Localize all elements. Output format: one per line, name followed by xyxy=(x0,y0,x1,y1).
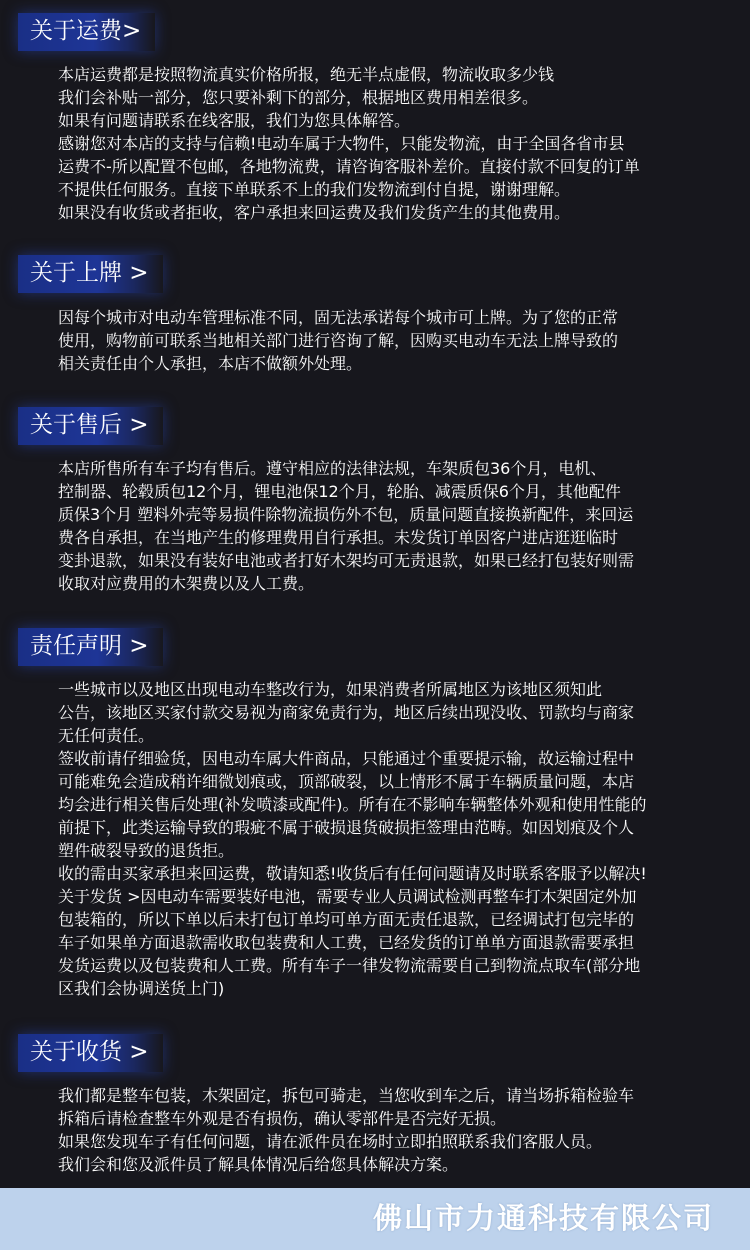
text-line: 无任何责任。 xyxy=(58,726,155,745)
text-line: 公告，该地区买家付款交易视为商家免责行为，地区后续出现没收、罚款均与商家 xyxy=(58,703,635,722)
text-line: 质保3个月 塑料外壳等易损件除物流损伤外不包，质量问题直接换新配件，来回运 xyxy=(58,505,634,524)
text-line: 因每个城市对电动车管理标准不同，固无法承诺每个城市可上牌。为了您的正常 xyxy=(58,308,619,327)
text-line: 关于发货 >因电动车需要装好电池，需要专业人员调试检测再整车打木架固定外加 xyxy=(58,887,637,906)
text-line: 运费不-所以配置不包邮，各地物流费，请咨询客服补差价。直接付款不回复的订单 xyxy=(58,157,640,176)
text-line: 拆箱后请检查整车外观是否有损伤，确认零部件是否完好无损。 xyxy=(58,1109,507,1128)
text-line: 变卦退款，如果没有装好电池或者打好木架均可无责退款，如果已经打包装好则需 xyxy=(58,551,635,570)
section-heading-shipping-fee: 关于运费> xyxy=(18,13,155,51)
text-line: 如果有问题请联系在线客服，我们为您具体解答。 xyxy=(58,111,411,130)
text-line: 感谢您对本店的支持与信赖!电动车属于大物件，只能发物流，由于全国各省市县 xyxy=(58,134,625,153)
section-body-disclaimer xyxy=(58,678,748,1000)
text-line: 收的需由买家承担来回运费，敬请知悉!收货后有任何问题请及时联系客服予以解决! xyxy=(58,864,647,883)
text-line: 控制器、轮毂质包12个月，锂电池保12个月，轮胎、减震质保6个月，其他配件 xyxy=(58,482,621,501)
footer-banner xyxy=(0,1188,750,1250)
text-line: 相关责任由个人承担，本店不做额外处理。 xyxy=(58,354,363,373)
text-line: 可能难免会造成稍许细微划痕或，顶部破裂，以上情形不属于车辆质量问题，本店 xyxy=(58,772,635,791)
text-line: 不提供任何服务。直接下单联系不上的我们发物流到付自提，谢谢理解。 xyxy=(58,180,571,199)
company-name: 佛山市力通科技有限公司 xyxy=(372,1201,714,1235)
text-line: 如果您发现车子有任何问题，请在派件员在场时立即拍照联系我们客服人员。 xyxy=(58,1132,603,1151)
text-line: 我们都是整车包装，木架固定，拆包可骑走，当您收到车之后，请当场拆箱检验车 xyxy=(58,1086,635,1105)
section-heading-disclaimer: 责任声明 > xyxy=(18,628,163,666)
text-line: 我们会和您及派件员了解具体情况后给您具体解决方案。 xyxy=(58,1155,459,1174)
text-line: 本店运费都是按照物流真实价格所报，绝无半点虚假，物流收取多少钱 xyxy=(58,65,555,84)
text-line: 一些城市以及地区出现电动车整改行为，如果消费者所属地区为该地区须知此 xyxy=(58,680,603,699)
text-line: 发货运费以及包装费和人工费。所有车子一律发物流需要自己到物流点取车(部分地 xyxy=(58,956,641,975)
text-line: 使用，购物前可联系当地相关部门进行咨询了解，因购买电动车无法上牌导致的 xyxy=(58,331,619,350)
text-line: 签收前请仔细验货，因电动车属大件商品，只能通过个重要提示输，故运输过程中 xyxy=(58,749,635,768)
section-heading-receiving: 关于收货 > xyxy=(18,1034,163,1072)
text-line: 本店所售所有车子均有售后。遵守相应的法律法规，车架质包36个月，电机、 xyxy=(58,459,607,478)
section-heading-license: 关于上牌 > xyxy=(18,255,163,293)
text-line: 均会进行相关售后处理(补发喷漆或配件)。所有在不影响车辆整体外观和使用性能的 xyxy=(58,795,647,814)
text-line: 区我们会协调送货上门) xyxy=(58,979,225,998)
text-line: 收取对应费用的木架费以及人工费。 xyxy=(58,574,315,593)
section-body-receiving xyxy=(58,1084,748,1176)
text-line: 费各自承担，在当地产生的修理费用自行承担。未发货订单因客户进店逛逛临时 xyxy=(58,528,619,547)
text-line: 塑件破裂导致的退货拒。 xyxy=(58,841,235,860)
text-line: 我们会补贴一部分，您只要补剩下的部分，根据地区费用相差很多。 xyxy=(58,88,539,107)
text-line: 车子如果单方面退款需收取包装费和人工费，已经发货的订单单方面退款需要承担 xyxy=(58,933,635,952)
text-line: 如果没有收货或者拒收，客户承担来回运费及我们发货产生的其他费用。 xyxy=(58,203,571,222)
text-line: 前提下，此类运输导致的瑕疵不属于破损退货破损拒签理由范畴。如因划痕及个人 xyxy=(58,818,635,837)
section-body-license xyxy=(58,306,748,375)
text-line: 包装箱的，所以下单以后未打包订单均可单方面无责任退款，已经调试打包完毕的 xyxy=(58,910,635,929)
section-body-shipping-fee xyxy=(58,63,748,224)
section-body-after-sales xyxy=(58,457,748,595)
section-heading-after-sales: 关于售后 > xyxy=(18,407,163,445)
